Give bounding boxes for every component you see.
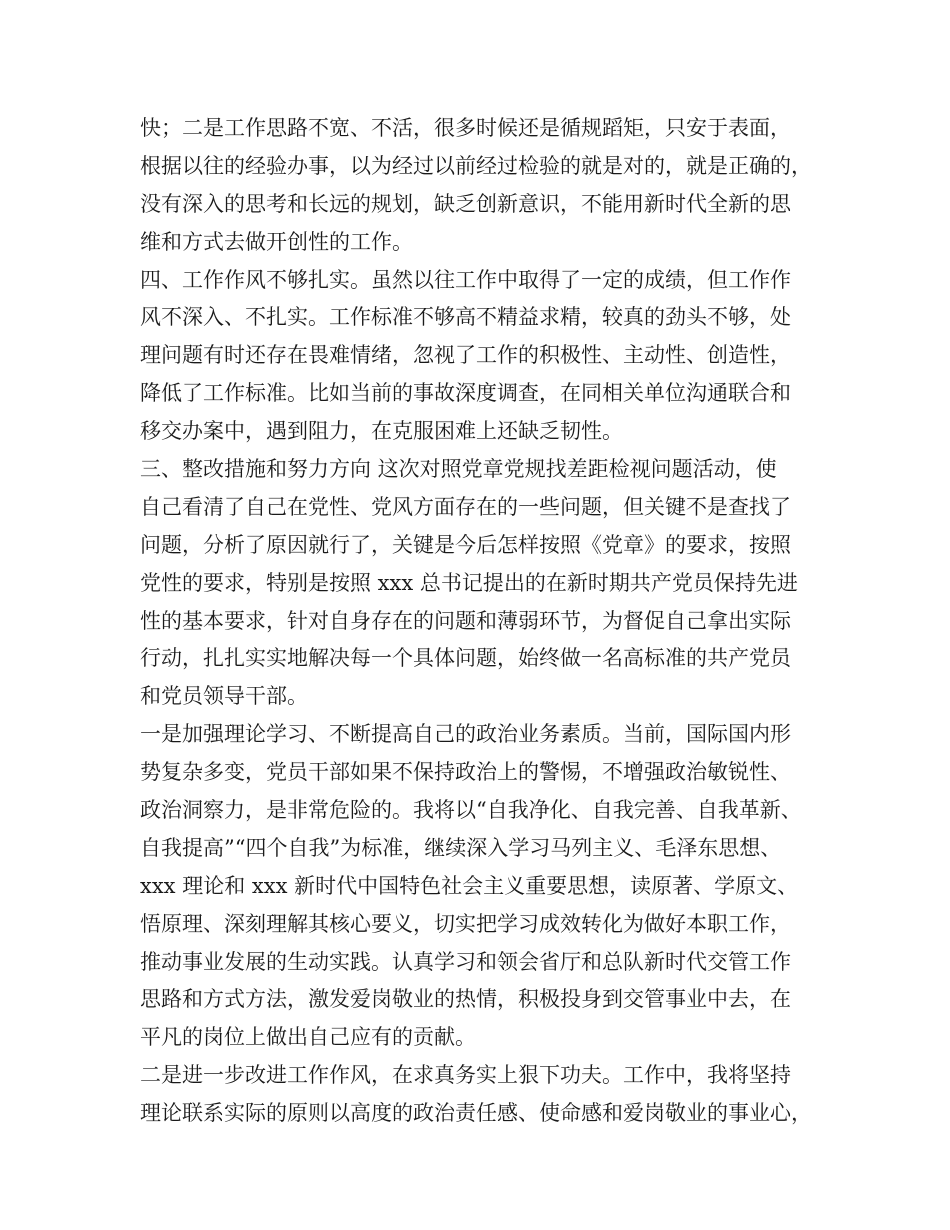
text-line: 维和方式去做开创性的工作。	[140, 229, 413, 254]
text-line: 推动事业发展的生动实践。认真学习和领会省厅和总队新时代交管工作	[140, 949, 791, 974]
text-line: 一是加强理论学习、不断提高自己的政治业务素质。当前，国际国内形	[140, 722, 791, 747]
text-line: 问题，分析了原因就行了，关键是今后怎样按照《党章》的要求，按照	[140, 532, 791, 557]
text-line: 根据以往的经验办事，以为经过以前经过检验的就是对的，就是正确的，	[140, 153, 812, 178]
text-line: 势复杂多变，党员干部如果不保持政治上的警惕，不增强政治敏锐性、	[140, 760, 791, 785]
text-line: 政治洞察力，是非常危险的。我将以“自我净化、自我完善、自我革新、	[140, 798, 802, 823]
text-line: 风不深入、不扎实。工作标准不够高不精益求精，较真的劲头不够，处	[140, 305, 791, 330]
text-line: xxx 理论和 xxx 新时代中国特色社会主义重要思想，读原著、学原文、	[140, 873, 799, 898]
document-body	[140, 110, 840, 1133]
text-line: 降低了工作标准。比如当前的事故深度调查，在同相关单位沟通联合和	[140, 381, 791, 406]
text-line: 思路和方式方法，激发爱岗敬业的热情，积极投身到交管事业中去，在	[140, 987, 791, 1012]
text-line: 四、工作作风不够扎实。虽然以往工作中取得了一定的成绩，但工作作	[140, 267, 791, 292]
text-line: 悟原理、深刻理解其核心要义，切实把学习成效转化为做好本职工作，	[140, 911, 791, 936]
text-line: 移交办案中，遇到阻力，在克服困难上还缺乏韧性。	[140, 419, 623, 444]
text-line: 和党员领导干部。	[140, 684, 308, 709]
text-line: 平凡的岗位上做出自己应有的贡献。	[140, 1025, 476, 1050]
text-line: 性的基本要求，针对自身存在的问题和薄弱环节，为督促自己拿出实际	[140, 608, 791, 633]
text-line: 行动，扎扎实实地解决每一个具体问题，始终做一名高标准的共产党员	[140, 646, 791, 671]
text-line: 理问题有时还存在畏难情绪，忽视了工作的积极性、主动性、创造性，	[140, 343, 791, 368]
text-line: 二是进一步改进工作作风，在求真务实上狠下功夫。工作中，我将坚持	[140, 1063, 791, 1088]
text-line: 快；二是工作思路不宽、不活，很多时候还是循规蹈矩，只安于表面，	[140, 116, 791, 140]
text-line: 自己看清了自己在党性、党风方面存在的一些问题，但关键不是查找了	[140, 494, 791, 519]
text-line: 理论联系实际的原则以高度的政治责任感、使命感和爱岗敬业的事业心，	[140, 1101, 812, 1126]
text-line: 三、整改措施和努力方向 这次对照党章党规找差距检视问题活动，使	[140, 457, 777, 482]
text-line: 自我提高”“四个自我”为标准，继续深入学习马列主义、毛泽东思想、	[140, 835, 782, 860]
text-line: 没有深入的思考和长远的规划，缺乏创新意识，不能用新时代全新的思	[140, 191, 791, 216]
text-line: 党性的要求，特别是按照 xxx 总书记提出的在新时期共产党员保持先进	[140, 570, 798, 595]
